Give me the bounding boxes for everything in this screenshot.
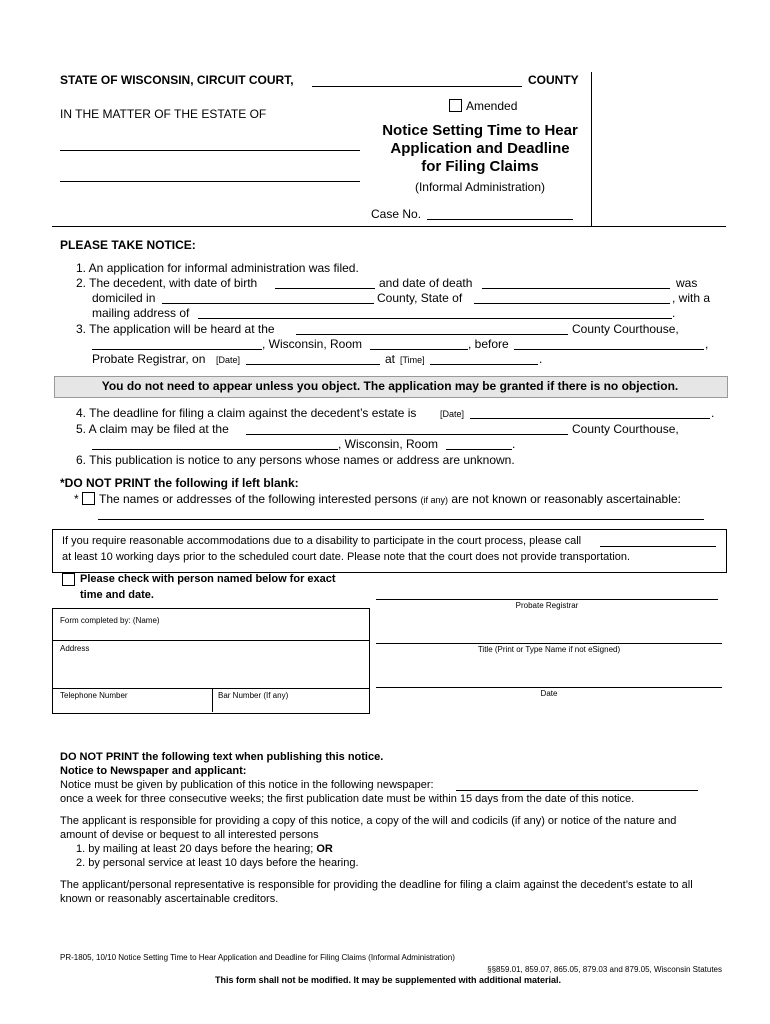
bar-number-label: Bar Number (If any)	[218, 691, 289, 700]
with-a-label: , with a	[672, 291, 711, 305]
grid-rule-2	[52, 688, 369, 689]
probate-registrar-on-label: Probate Registrar, on	[92, 352, 206, 366]
item-1: 1. An application for informal administration was filed.	[76, 261, 359, 275]
form-subtitle: (Informal Administration)	[414, 180, 546, 194]
county-name-field[interactable]	[312, 86, 522, 87]
amended-label: Amended	[466, 99, 518, 113]
registrar-title-field[interactable]	[376, 643, 722, 644]
date-of-death-field[interactable]	[482, 288, 670, 289]
at-label: at	[385, 352, 396, 366]
claim-county-field[interactable]	[246, 434, 568, 435]
accommodation-phone-field[interactable]	[600, 546, 716, 547]
header-bottom-rule	[52, 226, 726, 227]
domicile-county-field[interactable]	[162, 303, 374, 304]
no-appearance-text: You do not need to appear unless you object. The application may be granted if there is no objection.	[101, 379, 679, 393]
hearing-city-field[interactable]	[92, 349, 262, 350]
grid-rule-1	[52, 640, 369, 641]
unknown-persons-checkbox[interactable]	[82, 492, 95, 505]
county-state-label: County, State of	[377, 291, 463, 305]
unknown-persons-label: The names or addresses of the following interested persons (if any) are not known or reasonably ascertainable:	[99, 492, 681, 506]
case-no-field[interactable]	[427, 219, 573, 220]
date-of-birth-field[interactable]	[275, 288, 375, 289]
newspaper-line1: Notice must be given by publication of this notice in the following newspaper:	[60, 779, 434, 791]
form-title-line1: Notice Setting Time to Hear	[382, 122, 578, 139]
applicant-resp-line3: 1. by mailing at least 20 days before the hearing; OR	[76, 843, 333, 855]
court-heading: STATE OF WISCONSIN, CIRCUIT COURT,	[60, 73, 294, 87]
accommodation-line1: If you require reasonable accommodations due to a disability to participate in the court process, please call	[62, 535, 582, 547]
address-label: Address	[60, 644, 90, 653]
was-label: was	[676, 276, 698, 290]
case-no-label: Case No.	[371, 207, 422, 221]
county-courthouse-label: County Courthouse,	[572, 322, 679, 336]
claim-room-field[interactable]	[446, 449, 512, 450]
publishing-do-not-print: DO NOT PRINT the following text when publishing this notice.	[60, 751, 384, 763]
claim-wisconsin-room-label: , Wisconsin, Room	[338, 437, 439, 451]
date-label: Date	[540, 689, 558, 698]
newspaper-line2: once a week for three consecutive weeks; the first publication date must be within 15 days from the date of this notice.	[60, 793, 635, 805]
signature-date-field[interactable]	[376, 687, 722, 688]
date-of-death-label: and date of death	[379, 276, 473, 290]
unknown-persons-field[interactable]	[98, 519, 704, 520]
check-with-person-checkbox[interactable]	[62, 573, 75, 586]
registrar-name-field[interactable]	[514, 349, 704, 350]
asterisk-mark: *	[74, 492, 79, 506]
period-mark-3: .	[711, 406, 715, 420]
period-mark-4: .	[512, 437, 516, 451]
claim-deadline-field[interactable]	[470, 418, 710, 419]
period-mark-2: .	[539, 352, 543, 366]
applicant-resp-line2: amount of devise or bequest to all interested persons	[60, 829, 319, 841]
item-2-label: 2. The decedent, with date of birth	[76, 276, 258, 290]
estate-matter-label: IN THE MATTER OF THE ESTATE OF	[60, 107, 267, 121]
deadline-date-placeholder: [Date]	[440, 409, 465, 419]
item-3-label: 3. The application will be heard at the	[76, 322, 275, 336]
mailing-address-label: mailing address of	[92, 306, 190, 320]
period-mark: .	[672, 306, 676, 320]
hearing-room-field[interactable]	[370, 349, 468, 350]
registrar-signature-field[interactable]	[376, 599, 718, 600]
statutes: §§859.01, 859.07, 865.05, 879.03 and 879.05, Wisconsin Statutes	[487, 965, 722, 974]
amended-checkbox[interactable]	[449, 99, 462, 112]
item-6: 6. This publication is notice to any persons whose names or address are unknown.	[76, 453, 515, 467]
please-take-notice: PLEASE TAKE NOTICE:	[60, 238, 196, 252]
county-label: COUNTY	[528, 73, 579, 87]
mailing-address-field[interactable]	[198, 318, 672, 319]
hearing-time-placeholder: [Time]	[400, 355, 425, 365]
item-5-label: 5. A claim may be filed at the	[76, 422, 229, 436]
creditors-line1: The applicant/personal representative is responsible for providing the deadline for filing a claim against the decedent’s estate to all	[60, 879, 693, 891]
creditors-line2: known or reasonably ascertainable creditors.	[60, 893, 279, 905]
decedent-name-field[interactable]	[60, 150, 360, 151]
header-divider	[591, 72, 592, 227]
domicile-state-field[interactable]	[474, 303, 670, 304]
hearing-date-placeholder: [Date]	[216, 355, 241, 365]
probate-registrar-label: Probate Registrar	[515, 601, 579, 610]
telephone-label: Telephone Number	[60, 691, 128, 700]
wisconsin-room-label: , Wisconsin, Room	[262, 337, 363, 351]
decedent-name-field-2[interactable]	[60, 181, 360, 182]
claim-courthouse-label: County Courthouse,	[572, 422, 679, 436]
newspaper-heading: Notice to Newspaper and applicant:	[60, 765, 247, 777]
hearing-date-field[interactable]	[246, 364, 380, 365]
do-not-print-heading: *DO NOT PRINT the following if left blank:	[60, 476, 299, 490]
before-label: , before	[468, 337, 509, 351]
form-title-line2: Application and Deadline	[390, 140, 570, 157]
applicant-resp-line4: 2. by personal service at least 10 days before the hearing.	[76, 857, 359, 869]
form-title-line3: for Filing Claims	[421, 158, 539, 175]
item-4-label: 4. The deadline for filing a claim against the decedent’s estate is	[76, 406, 417, 420]
completed-by-label: Form completed by: (Name)	[60, 616, 160, 625]
hearing-county-field[interactable]	[296, 334, 568, 335]
claim-city-field[interactable]	[92, 449, 338, 450]
comma-mark: ,	[705, 337, 709, 351]
check-with-person-line1: Please check with person named below for exact	[80, 573, 336, 585]
check-with-person-line2: time and date.	[80, 589, 154, 601]
title-label: Title (Print or Type Name if not eSigned)	[477, 645, 621, 654]
accommodation-line2: at least 10 working days prior to the scheduled court date. Please note that the court does not provide transportation.	[62, 551, 631, 563]
applicant-resp-line1: The applicant is responsible for providing a copy of this notice, a copy of the will and codicils (if any) or notice of the nature and	[60, 815, 677, 827]
grid-rule-vertical	[212, 688, 213, 712]
domiciled-label: domiciled in	[92, 291, 156, 305]
hearing-time-field[interactable]	[430, 364, 538, 365]
no-modify-notice: This form shall not be modified. It may be supplemented with additional material.	[214, 975, 562, 985]
form-number: PR-1805, 10/10 Notice Setting Time to Hear Application and Deadline for Filing Claims (Informal Administration)	[60, 953, 455, 962]
newspaper-name-field[interactable]	[456, 790, 698, 791]
